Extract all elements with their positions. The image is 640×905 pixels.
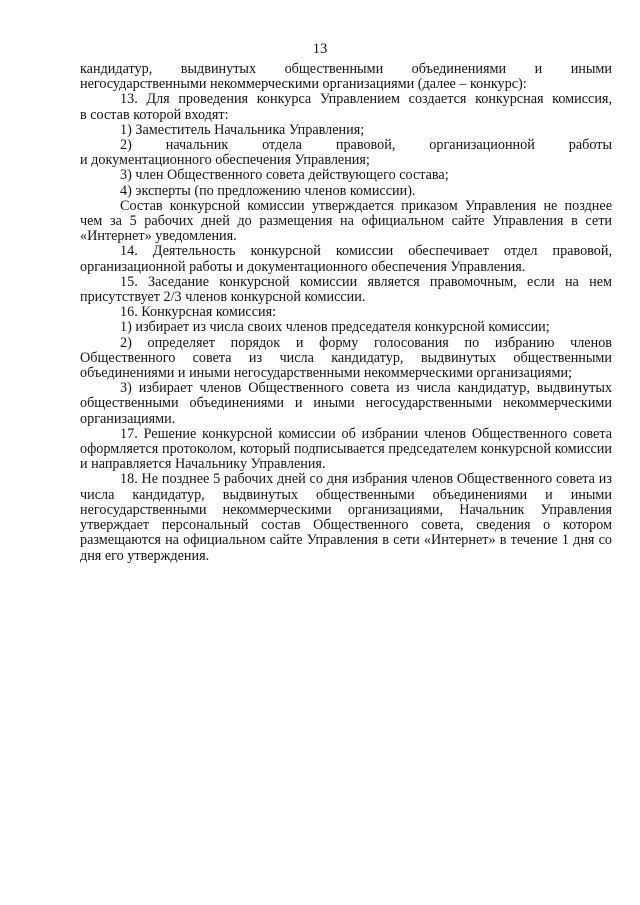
commission-member-4: 4) эксперты (по предложению членов комиссии). <box>120 182 416 199</box>
commission-member-2: 2) начальник отдела правовой, организационной работы <box>120 137 612 154</box>
paragraph-16-item-1: 1) избирает из числа своих членов председателя конкурсной комиссии; <box>120 319 550 336</box>
paragraph-18: 18. Не позднее 5 рабочих дней со дня избрания членов Общественного совета из числа кандидатур, выдвинутых общественными объединениями и иными негосударственными некоммерческими организациями, Начальник Управления утверждает персональный состав Общественного совета, сведения о котором размещаются на официальном сайте Управления в сети «Интернет» в течение 1 дня со дня его утверждения. <box>80 471 612 564</box>
paragraph-13-continuation: в состав которой входят: <box>80 106 229 123</box>
commission-member-2-continuation: и документационного обеспечения Управления; <box>80 152 370 169</box>
paragraph-commission-approval: Состав конкурсной комиссии утверждается приказом Управления не позднее чем за 5 рабочих дней до размещения на официальном сайте Управления в сети «Интернет» уведомления. <box>80 197 612 245</box>
page-number: 13 <box>312 41 328 57</box>
paragraph-15: 15. Заседание конкурсной комиссии является правомочным, если на нем присутствует 2/3 членов конкурсной комиссии. <box>80 273 612 306</box>
document-body <box>80 62 612 564</box>
paragraph-17: 17. Решение конкурсной комиссии об избрании членов Общественного совета оформляется протоколом, который подписывается председателем конкурсной комиссии и направляется Начальнику Управления. <box>80 425 612 473</box>
paragraph-intro-end: негосударственными некоммерческими организациями (далее – конкурс): <box>80 76 527 93</box>
paragraph-13: 13. Для проведения конкурса Управлением создается конкурсная комиссия, <box>120 91 612 108</box>
paragraph-16-item-2: 2) определяет порядок и форму голосования по избранию членов Общественного совета из числа кандидатур, выдвинутых общественными объединениями и иными негосударственными некоммерческими организациями; <box>80 334 612 382</box>
paragraph-16: 16. Конкурсная комиссия: <box>120 304 277 321</box>
paragraph-intro-continuation: кандидатур, выдвинутых общественными объединениями и иными <box>80 61 612 77</box>
paragraph-14: 14. Деятельность конкурсной комиссии обеспечивает отдел правовой, организационной работы и документационного обеспечения Управления. <box>80 243 612 275</box>
commission-member-1: 1) Заместитель Начальника Управления; <box>120 121 365 138</box>
paragraph-16-item-3: 3) избирает членов Общественного совета из числа кандидатур, выдвинутых общественными объединениями и иными негосударственными некоммерческими организациями. <box>80 380 612 427</box>
commission-member-3: 3) член Общественного совета действующего состава; <box>120 167 449 184</box>
